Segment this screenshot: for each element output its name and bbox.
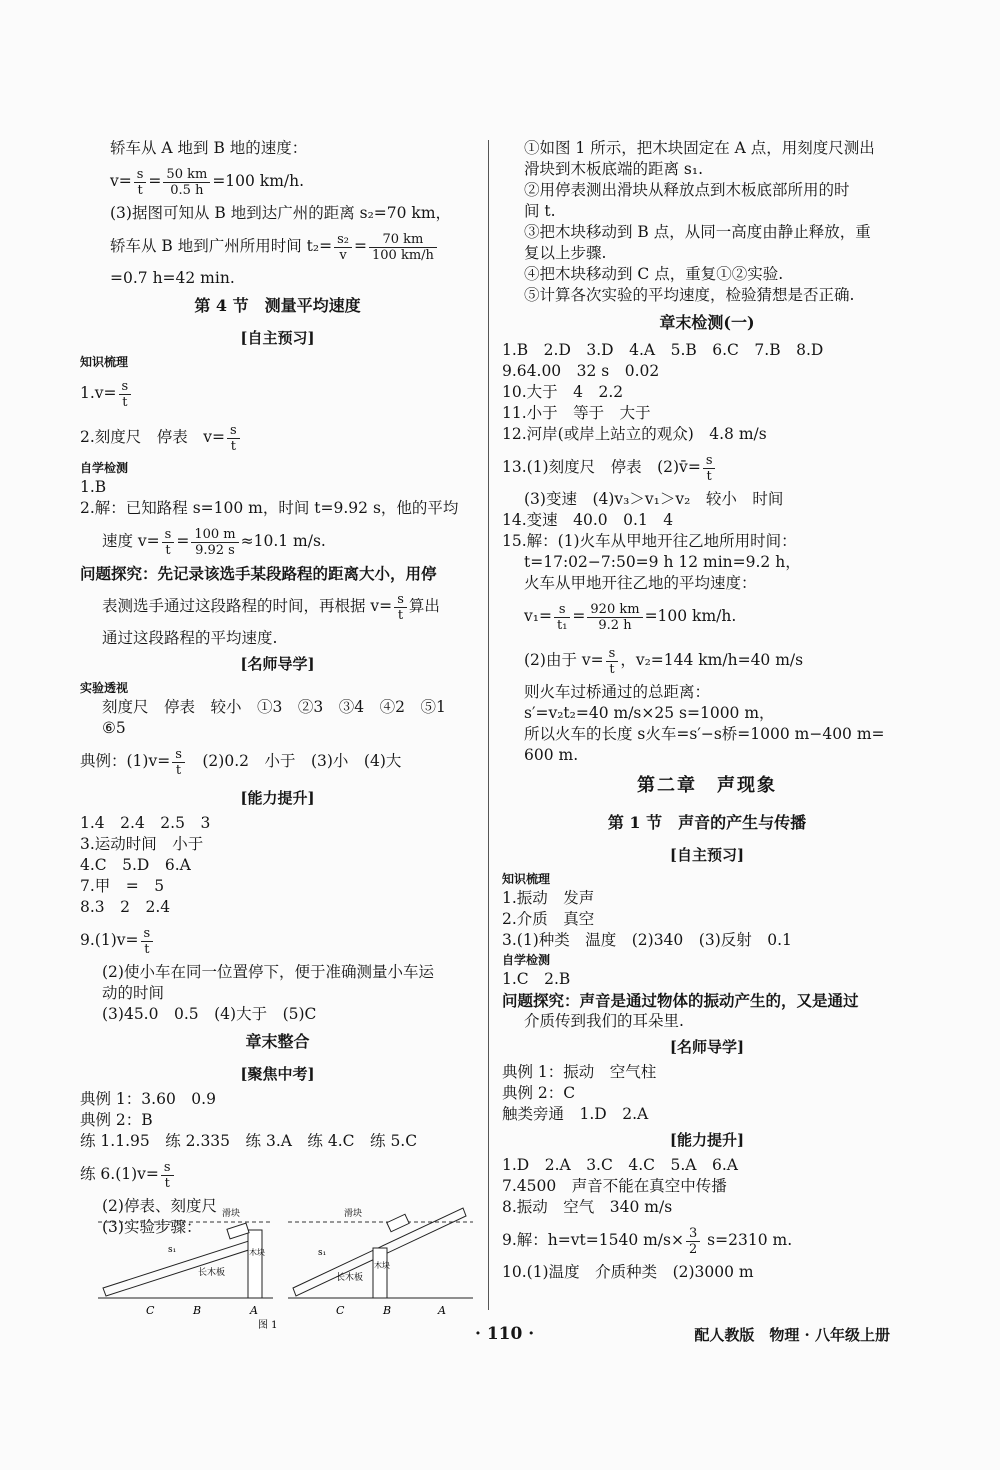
text-line: 典例 1：振动 空气柱	[502, 1063, 657, 1081]
formula-part: 9.(1)v=	[80, 931, 139, 949]
text-line: 1.B 2.D 3.D 4.A 5.B 6.C 7.B 8.D	[502, 341, 824, 359]
label: 自学检测	[502, 953, 551, 967]
formula-line	[502, 594, 912, 638]
block-label: 木块	[249, 1248, 265, 1257]
long-board	[103, 1238, 261, 1296]
slider-label: 滑块	[344, 1209, 363, 1219]
board-label: 长木板	[336, 1273, 364, 1283]
text-line: 1.振动 发声	[502, 889, 595, 907]
slider-label: 滑块	[222, 1209, 241, 1219]
fraction: $\frac{3}{2}$	[686, 1226, 700, 1257]
text-line: ⑤计算各次实验的平均速度，检验猜想是否正确.	[524, 286, 855, 304]
formula-part: 典例：(1)v=	[80, 752, 171, 770]
text-line: 典例 2：B	[80, 1111, 153, 1129]
fraction: $\frac{s}{t}$	[703, 453, 716, 484]
fraction: $\frac{s}{t}$	[141, 926, 154, 957]
text-line: 3.运动时间 小于	[80, 835, 204, 853]
point-a-label: A	[438, 1304, 446, 1317]
section-title: 章末检测(一)	[659, 313, 755, 332]
formula-part: =100 km/h.	[212, 172, 305, 190]
formula-part: 13.(1)刻度尺 停表 (2)v̄=	[502, 458, 701, 476]
point-c-label: C	[146, 1304, 155, 1317]
label: 知识梳理	[502, 872, 551, 886]
text-line: ②用停表测出滑块从释放点到木板底部所用的时	[524, 181, 850, 199]
text-line: 12.河岸(或岸上站立的观众) 4.8 m/s	[502, 425, 767, 443]
point-b-label: B	[383, 1304, 392, 1317]
text-line: 滑块到木板底端的距离 s₁.	[524, 160, 704, 178]
formula-part: =	[148, 172, 162, 190]
text-line: 1.B	[80, 478, 107, 496]
figure-caption: 图 1	[258, 1320, 278, 1330]
text-line: 介质传到我们的耳朵里.	[524, 1012, 684, 1030]
text-line: (3)实验步骤：	[102, 1218, 202, 1236]
text-line: 1.D 2.A 3.C 4.C 5.A 6.A	[502, 1156, 738, 1174]
subsection-title: [能力提升]	[669, 1131, 745, 1149]
formula-part: =	[354, 237, 367, 255]
text-line: =0.7 h=42 min.	[110, 269, 235, 287]
text-line: 复以上步骤.	[524, 244, 607, 262]
slider	[387, 1214, 409, 1232]
text-line: 问题探究：先记录该选手某段路程的距离大小，用停	[80, 564, 437, 583]
formula-part: s=2310 m.	[702, 1231, 793, 1249]
formula-part: ≈10.1 m/s.	[240, 532, 326, 550]
text-line: t=17:02−7:50=9 h 12 min=9.2 h，	[524, 553, 801, 571]
formula-part: 速度 v=	[102, 532, 160, 550]
text-line: ①如图 1 所示，把木块固定在 A 点，用刻度尺测出	[524, 139, 875, 157]
formula-part: 轿车从 B 地到广州所用时间 t₂=	[110, 237, 333, 255]
text-line: 动的时间	[102, 984, 165, 1002]
text-line: (2)停表、刻度尺	[102, 1197, 217, 1215]
fraction: $\frac{920 km}{9.2 h}$	[587, 602, 642, 633]
formula-part: (2)0.2 小于 (3)小 (4)大	[186, 752, 402, 770]
text-line: 问题探究：声音是通过物体的振动产生的，又是通过	[502, 991, 859, 1010]
text-line: (3)据图可知从 B 地到达广州的距离 s₂=70 km，	[110, 204, 452, 222]
board-label: 长木板	[198, 1268, 226, 1278]
fraction: $\frac{50 km}{0.5 h}$	[163, 167, 210, 198]
formula-part: v₁=	[524, 607, 552, 625]
formula-part: 9.解：h=vt=1540 m/s×	[502, 1231, 684, 1249]
label: 自学检测	[80, 461, 129, 475]
section-title: 第 1 节 声音的产生与传播	[607, 813, 807, 832]
left-column	[80, 138, 475, 1238]
formula-part: 表测选手通过这段路程的时间，再根据 v=	[102, 597, 393, 615]
text-line: (2)使小车在同一位置停下，便于准确测量小车运	[102, 963, 434, 981]
point-a-label: A	[250, 1304, 258, 1317]
fraction: $\frac{s}{t}$	[119, 379, 132, 410]
formula-part: v=	[110, 172, 132, 190]
fraction: $\frac{s}{\text{t₁}}$	[554, 602, 570, 633]
formula-line	[80, 918, 475, 962]
incline-figure	[98, 1200, 478, 1330]
text-line: 典例 2：C	[502, 1084, 576, 1102]
formula-line	[80, 159, 475, 203]
text-line: (3)变速 (4)v₃＞v₁＞v₂ 较小 时间	[524, 490, 784, 508]
text-line: 4.C 5.D 6.A	[80, 856, 191, 874]
text-line: 2.介质 真空	[502, 910, 595, 928]
text-line: 15.解：(1)火车从甲地开往乙地所用时间：	[502, 532, 797, 550]
distance-label: s₁	[318, 1248, 327, 1258]
wood-block	[248, 1230, 262, 1298]
fraction: $\frac{s}{t}$	[134, 167, 147, 198]
subsection-title: [聚焦中考]	[240, 1065, 315, 1083]
formula-line	[80, 739, 475, 783]
text-line: 14.变速 40.0 0.1 4	[502, 511, 674, 529]
text-line: 所以火车的长度 s火车=s′−s桥=1000 m−400 m=	[524, 725, 885, 743]
text-line: ⑥5	[102, 719, 126, 737]
distance-label: s₁	[168, 1245, 177, 1255]
text-line: ③把木块移动到 B 点，从同一高度由静止释放，重	[524, 223, 871, 241]
formula-line	[502, 1218, 912, 1262]
fraction: $\frac{s}{t}$	[161, 1160, 174, 1191]
label: 实验透视	[80, 681, 129, 695]
text-line: 则火车过桥通过的总距离：	[524, 683, 711, 701]
text-line: (3)45.0 0.5 (4)大于 (5)C	[102, 1005, 317, 1023]
column-divider	[488, 140, 489, 1310]
page-number: · 110 ·	[475, 1324, 535, 1344]
text-line: ④把木块移动到 C 点，重复①②实验.	[524, 265, 784, 283]
fraction: $\frac{s}{t}$	[172, 747, 185, 778]
text-line: 触类旁通 1.D 2.A	[502, 1105, 649, 1123]
formula-part: 2.刻度尺 停表 v=	[80, 428, 226, 446]
subsection-title: [名师导学]	[240, 655, 315, 673]
subsection-title: [名师导学]	[669, 1038, 745, 1056]
fraction: $\frac{100 m}{9.92 s}$	[191, 527, 238, 558]
text-line: 典例 1：3.60 0.9	[80, 1090, 216, 1108]
text-line: 轿车从 A 地到 B 地的速度：	[110, 139, 308, 157]
formula-part: ，v₂=144 km/h=40 m/s	[620, 651, 804, 669]
text-line: s′=v₂t₂=40 m/s×25 s=1000 m，	[524, 704, 775, 722]
text-line: 600 m.	[524, 746, 579, 764]
formula-part: =	[176, 532, 190, 550]
formula-part: 练 6.(1)v=	[80, 1165, 159, 1183]
right-column	[502, 138, 912, 1283]
text-line: 通过这段路程的平均速度.	[102, 629, 278, 647]
text-line: 8.振动 空气 340 m/s	[502, 1198, 673, 1216]
text-line: 火车从甲地开往乙地的平均速度：	[524, 574, 757, 592]
fraction: $\frac{\text{s₂}}{v}$	[334, 232, 352, 263]
slider	[227, 1223, 249, 1239]
formula-line	[502, 638, 912, 682]
section-title: 章末整合	[245, 1032, 310, 1051]
text-line: 10.大于 4 2.2	[502, 383, 624, 401]
point-b-label: B	[193, 1304, 202, 1317]
label: 知识梳理	[80, 355, 129, 369]
formula-line	[80, 1152, 475, 1196]
formula-part: 算出	[408, 597, 440, 615]
point-c-label: C	[336, 1304, 345, 1317]
text-line: 1.4 2.4 2.5 3	[80, 814, 211, 832]
chapter-title: 第二章 声现象	[637, 775, 777, 796]
formula-line	[80, 519, 475, 563]
subsection-title: [自主预习]	[240, 329, 315, 347]
text-line: 10.(1)温度 介质种类 (2)3000 m	[502, 1263, 754, 1281]
text-line: 练 1.1.95 练 2.335 练 3.A 练 4.C 练 5.C	[80, 1132, 418, 1150]
text-line: 2.解：已知路程 s=100 m，时间 t=9.92 s，他的平均	[80, 499, 459, 517]
formula-line	[502, 445, 912, 489]
text-line: 1.C 2.B	[502, 970, 571, 988]
text-line: 9.64.00 32 s 0.02	[502, 362, 660, 380]
subsection-title: [能力提升]	[240, 789, 315, 807]
formula-line	[80, 584, 475, 628]
formula-part: (2)由于 v=	[524, 651, 604, 669]
page-footer	[0, 1324, 1000, 1354]
text-line: 7.甲 = 5	[80, 877, 165, 895]
formula-part: =	[572, 607, 586, 625]
text-line: 11.小于 等于 大于	[502, 404, 651, 422]
fraction: $\frac{s}{t}$	[606, 646, 619, 677]
text-line: 间 t.	[524, 202, 556, 220]
formula-line	[80, 415, 475, 459]
section-title: 第 4 节 测量平均速度	[194, 296, 361, 315]
fraction: $\frac{s}{t}$	[227, 423, 240, 454]
block-label: 木块	[374, 1261, 390, 1270]
book-title: 配人教版 物理 · 八年级上册	[694, 1326, 890, 1344]
formula-part: =100 km/h.	[644, 607, 737, 625]
subsection-title: [自主预习]	[669, 846, 745, 864]
wood-block	[373, 1248, 387, 1298]
formula-line	[80, 371, 475, 415]
formula-part: 1.v=	[80, 384, 117, 402]
fraction: $\frac{s}{t}$	[394, 592, 407, 623]
fraction: $\frac{s}{t}$	[162, 527, 175, 558]
text-line: 3.(1)种类 温度 (2)340 (3)反射 0.1	[502, 931, 792, 949]
text-line: 刻度尺 停表 较小 ①3 ②3 ③4 ④2 ⑤1	[102, 698, 446, 716]
fraction: $\frac{70 km}{100 km/h}$	[369, 232, 437, 263]
text-line: 8.3 2 2.4	[80, 898, 171, 916]
formula-line	[80, 224, 475, 268]
text-line: 7.4500 声音不能在真空中传播	[502, 1177, 727, 1195]
